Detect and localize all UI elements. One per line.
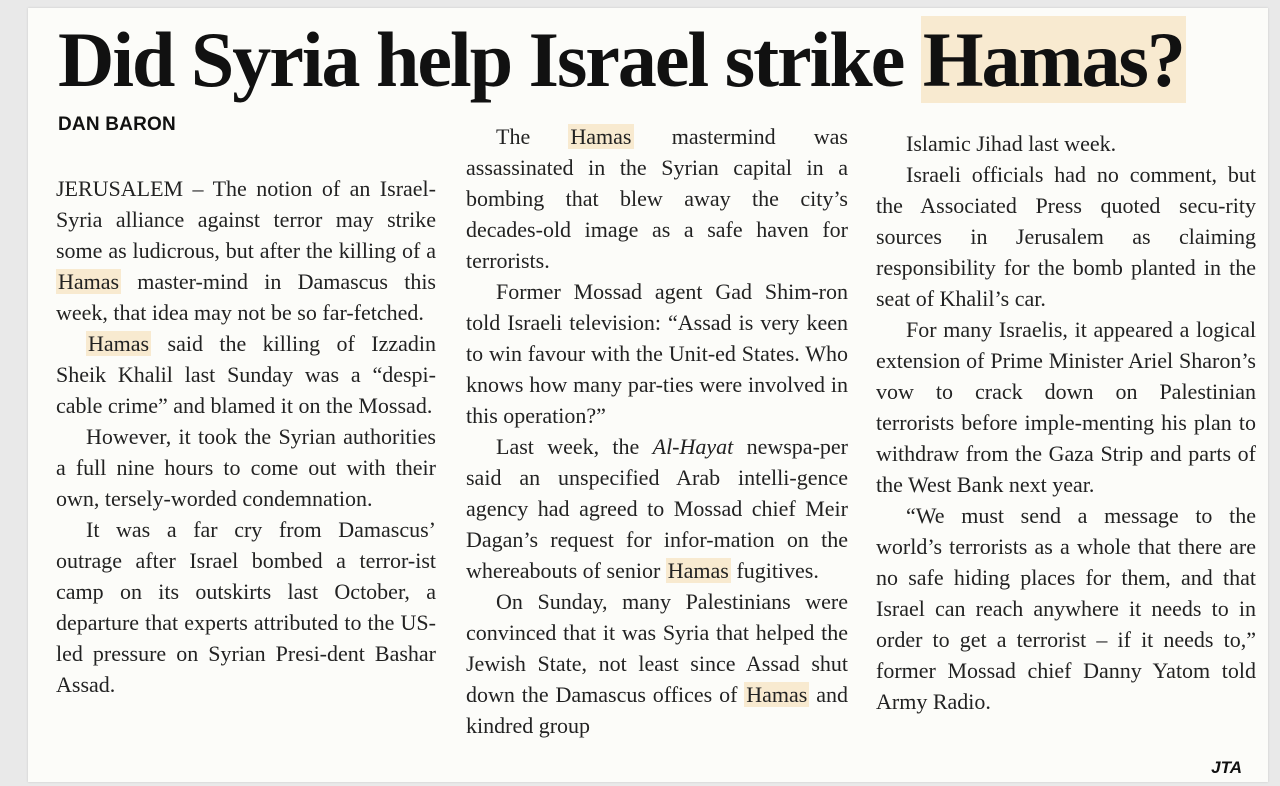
paragraph-text: The (496, 124, 569, 149)
paragraph-text: newspa-per said an unspecified Arab intelli-gence agency had agreed to Mossad chief Meir Dagan’s request for infor-mation on the whereabouts of senior (466, 434, 848, 583)
headline-highlight: Hamas? (922, 16, 1184, 103)
article-column-2 (466, 121, 848, 741)
article-paragraph (56, 328, 436, 421)
paragraph-text: Last week, the (496, 434, 653, 459)
article-paragraph (876, 159, 1256, 314)
newspaper-clipping (28, 8, 1268, 782)
paragraph-text: mastermind was assassinated in the Syrian capital in a bombing that blew away the city’s decades-old image as a safe haven for terrorists. (466, 124, 848, 273)
article-paragraph (56, 514, 436, 700)
article-column-1 (56, 173, 436, 700)
article-paragraph (466, 431, 848, 586)
article-column-3 (876, 128, 1256, 717)
agency-credit: JTA (1211, 758, 1242, 777)
paragraph-text: It was a far cry from Damascus’ outrage after Israel bombed a terror-ist camp on its outskirts last October, a departure that experts attributed to the US-led pressure on Syrian Presi-dent Bashar Assad. (56, 517, 436, 697)
paragraph-text: However, it took the Syrian authorities a full nine hours to come out with their own, tersely-worded condemnation. (56, 424, 436, 511)
article-paragraph (56, 173, 436, 328)
paragraph-text: JERUSALEM – The notion of an Israel-Syria alliance against terror may strike some as ludicrous, but after the killing of a (56, 176, 436, 263)
byline: DAN BARON (58, 114, 176, 135)
highlighted-term: Hamas (88, 331, 150, 356)
paragraph-text: said the killing of Izzadin Sheik Khalil last Sunday was a “despi-cable crime” and blamed it on the Mossad. (56, 331, 436, 418)
paragraph-text: “We must send a message to the world’s terrorists as a whole that there are no safe hiding places for them, and that Israel can reach anywhere it needs to in order to get a terrorist – if it needs to,” former Mossad chief Danny Yatom told Army Radio. (876, 503, 1256, 714)
article-paragraph (466, 586, 848, 741)
article-paragraph (876, 314, 1256, 500)
paragraph-text: fugitives. (730, 558, 819, 583)
paragraph-text: master-mind in Damascus this week, that idea may not be so far-fetched. (56, 269, 436, 325)
publication-name: Al-Hayat (652, 434, 734, 459)
highlighted-term: Hamas (58, 269, 120, 294)
headline-text: Did Syria help Israel strike (58, 16, 921, 103)
article-paragraph (876, 500, 1256, 717)
highlighted-term: Hamas (570, 124, 632, 149)
article-paragraph (56, 421, 436, 514)
paragraph-text: For many Israelis, it appeared a logical extension of Prime Minister Ariel Sharon’s vow to crack down on Palestinian terrorists before imple-menting his plan to withdraw from the Gaza Strip and parts of the West Bank next year. (876, 317, 1256, 497)
paragraph-text: On Sunday, many Palestinians were convinced that it was Syria that helped the Jewish State, not least since Assad shut down the Damascus offices of (466, 589, 848, 707)
article-paragraph (466, 121, 848, 276)
highlighted-term: Hamas (746, 682, 808, 707)
article-paragraph (466, 276, 848, 431)
paragraph-text: Israeli officials had no comment, but the Associated Press quoted secu-rity sources in Jerusalem as claiming responsibility for the bomb planted in the seat of Khalil’s car. (876, 162, 1256, 311)
paragraph-text: Former Mossad agent Gad Shim-ron told Israeli television: “Assad is very keen to win favour with the Unit-ed States. Who knows how many par-ties were involved in this operation?” (466, 279, 848, 428)
highlighted-term: Hamas (667, 558, 729, 583)
article-paragraph (876, 128, 1256, 159)
paragraph-text: and kindred group (466, 682, 849, 738)
headline (58, 10, 1258, 110)
paragraph-text: Islamic Jihad last week. (906, 131, 1117, 156)
